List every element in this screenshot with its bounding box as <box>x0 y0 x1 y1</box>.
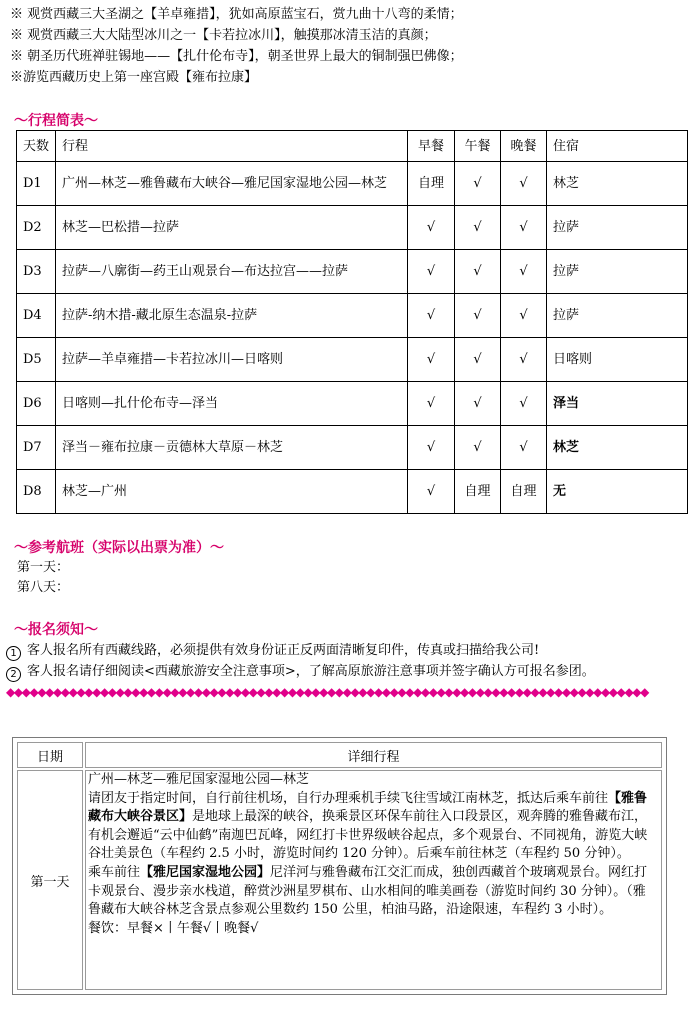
day-cell: D4 <box>17 294 56 338</box>
schedule-table <box>16 130 688 514</box>
day-cell: D1 <box>17 162 56 206</box>
dinner-cell: √ <box>501 382 547 426</box>
detail-row <box>17 770 662 990</box>
day-paragraph: 乘车前往【雅尼国家湿地公园】尼洋河与雅鲁藏布江交汇而成，独创西藏首个玻璃观景台。网红打卡观景台、漫步亲水栈道，醉赏沙洲星罗棋布、山水相间的唯美画卷（游览时间约 30 分钟）。（雅鲁藏布大峡谷林芝含景点参观公里数约 150 公里，柏油马路，沿途限速，车程约 3 小时）。 <box>88 864 648 918</box>
flight-day-1: 第一天： <box>17 560 70 575</box>
note-item <box>6 640 595 661</box>
flights-title: ～参考航班（实际以出票为准）～ <box>14 540 224 556</box>
stay-cell: 拉萨 <box>547 250 688 294</box>
route-cell: 拉萨—羊卓雍措—卡若拉冰川—日喀则 <box>56 338 408 382</box>
stay-cell: 泽当 <box>547 382 688 426</box>
breakfast-cell: √ <box>408 338 455 382</box>
table-row <box>17 294 688 338</box>
notes-title: ～报名须知～ <box>14 622 98 638</box>
route-cell: 拉萨-纳木措-藏北原生态温泉-拉萨 <box>56 294 408 338</box>
lunch-cell: √ <box>455 338 501 382</box>
dinner-cell: √ <box>501 162 547 206</box>
route-cell: 日喀则—扎什伦布寺—泽当 <box>56 382 408 426</box>
day-cell: D7 <box>17 426 56 470</box>
day-cell: D6 <box>17 382 56 426</box>
route-cell: 林芝—广州 <box>56 470 408 514</box>
day-cell: D2 <box>17 206 56 250</box>
dinner-cell: √ <box>501 426 547 470</box>
table-row <box>17 426 688 470</box>
lunch-cell: √ <box>455 162 501 206</box>
breakfast-cell: √ <box>408 470 455 514</box>
highlight-line: ※游览西藏历史上第一座宫殿【雍布拉康】 <box>10 70 258 85</box>
lunch-cell: √ <box>455 206 501 250</box>
header-day: 天数 <box>17 131 56 162</box>
note-text: 客人报名请仔细阅读<西藏旅游安全注意事项>，了解高原旅游注意事项并签字确认方可报名参团。 <box>27 664 595 679</box>
stay-cell: 林芝 <box>547 162 688 206</box>
table-row <box>17 470 688 514</box>
highlight-line: ※ 观赏西藏三大大陆型冰川之一【卡若拉冰川】，触摸那冰清玉洁的真颜； <box>10 28 437 43</box>
header-dinner: 晚餐 <box>501 131 547 162</box>
day-paragraph: 请团友于指定时间，自行前往机场，自行办理乘机手续飞往雪域江南林芝，抵达后乘车前往【雅鲁藏布大峡谷景区】是地球上最深的峡谷，换乘景区环保车前往入口段景区，观奔腾的雅鲁藏布江，有机会邂逅“云中仙鹤”南迦巴瓦峰，网红打卡世界级峡谷起点，多个观景台、不同视角，游览大峡谷壮美景色（车程约 2.5 小时，游览时间约 120 分钟）。后乘车前往林芝（车程约 50 分钟）。 <box>88 790 648 862</box>
day-cell: D8 <box>17 470 56 514</box>
breakfast-cell: √ <box>408 250 455 294</box>
scenic-spot-name: 【雅鲁藏布大峡谷景区】 <box>88 790 648 825</box>
table-row <box>17 206 688 250</box>
stay-cell: 林芝 <box>547 426 688 470</box>
dinner-cell: √ <box>501 338 547 382</box>
detail-table <box>15 740 664 992</box>
lunch-cell: √ <box>455 294 501 338</box>
lunch-cell: √ <box>455 382 501 426</box>
stay-cell: 无 <box>547 470 688 514</box>
day-description <box>85 770 662 990</box>
breakfast-cell: √ <box>408 382 455 426</box>
route-cell: 拉萨—八廓街—药王山观景台—布达拉宫——拉萨 <box>56 250 408 294</box>
day-label: 第一天 <box>17 770 83 990</box>
header-route: 行程 <box>56 131 408 162</box>
route-cell: 林芝—巴松措—拉萨 <box>56 206 408 250</box>
notes-list <box>6 640 595 682</box>
highlight-line: ※ 朝圣历代班禅驻锡地——【扎什伦布寺】，朝圣世界上最大的铜制强巴佛像； <box>10 49 463 64</box>
scenic-spot-name: 【雅尼国家湿地公园】 <box>140 864 271 880</box>
table-row <box>17 162 688 206</box>
detail-header-row <box>17 742 662 768</box>
breakfast-cell: √ <box>408 426 455 470</box>
header-stay: 住宿 <box>547 131 688 162</box>
detail-itinerary <box>12 737 667 995</box>
route-cell: 广州—林芝—雅鲁藏布大峡谷—雅尼国家湿地公园—林芝 <box>56 162 408 206</box>
breakfast-cell: √ <box>408 294 455 338</box>
day-cell: D3 <box>17 250 56 294</box>
intro-highlights <box>10 4 463 88</box>
schedule-title: ～行程简表～ <box>14 113 98 129</box>
stay-cell: 拉萨 <box>547 294 688 338</box>
header-lunch: 午餐 <box>455 131 501 162</box>
table-row <box>17 338 688 382</box>
schedule-header-row <box>17 131 688 162</box>
dinner-cell: 自理 <box>501 470 547 514</box>
stay-cell: 日喀则 <box>547 338 688 382</box>
header-date: 日期 <box>17 742 83 768</box>
note-text: 客人报名所有西藏线路，必须提供有效身份证正反两面清晰复印件，传真或扫描给我公司! <box>27 643 540 658</box>
dinner-cell: √ <box>501 250 547 294</box>
number-1-icon: 1 <box>6 646 21 661</box>
header-breakfast: 早餐 <box>408 131 455 162</box>
diamond-divider: ◆◆◆◆◆◆◆◆◆◆◆◆◆◆◆◆◆◆◆◆◆◆◆◆◆◆◆◆◆◆◆◆◆◆◆◆◆◆◆◆◆◆◆◆◆◆◆◆◆◆◆◆◆◆◆◆◆◆◆◆◆◆◆◆◆◆◆◆◆◆◆◆◆◆◆◆◆◆◆◆◆◆ <box>6 685 648 699</box>
lunch-cell: 自理 <box>455 470 501 514</box>
lunch-cell: √ <box>455 426 501 470</box>
flight-day-8: 第八天： <box>17 580 70 595</box>
breakfast-cell: √ <box>408 206 455 250</box>
table-row <box>17 382 688 426</box>
route-cell: 泽当－雍布拉康－贡德林大草原－林芝 <box>56 426 408 470</box>
day-cell: D5 <box>17 338 56 382</box>
note-item <box>6 661 595 682</box>
dinner-cell: √ <box>501 294 547 338</box>
day-route: 广州—林芝—雅尼国家湿地公园—林芝 <box>88 772 310 787</box>
highlight-line: ※ 观赏西藏三大圣湖之【羊卓雍措】，犹如高原蓝宝石，赏九曲十八弯的柔情； <box>10 7 463 22</box>
lunch-cell: √ <box>455 250 501 294</box>
table-row <box>17 250 688 294</box>
number-2-icon: 2 <box>6 667 21 682</box>
breakfast-cell: 自理 <box>408 162 455 206</box>
flights-list <box>17 558 69 598</box>
day-meals: 餐饮：早餐×丨午餐√丨晚餐√ <box>88 920 259 936</box>
header-detail: 详细行程 <box>85 742 662 768</box>
stay-cell: 拉萨 <box>547 206 688 250</box>
dinner-cell: √ <box>501 206 547 250</box>
